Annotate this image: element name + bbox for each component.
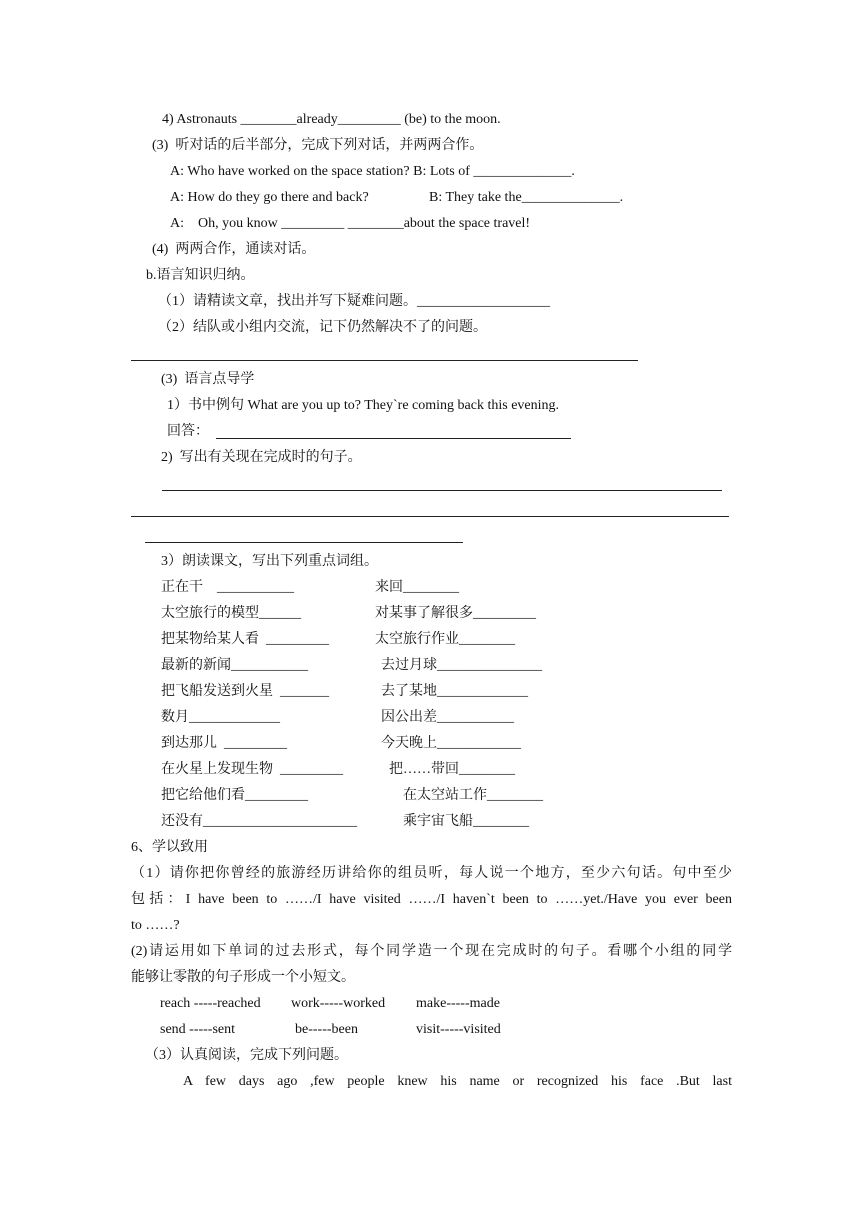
exercise-line: 4) Astronauts ________already_________ (be) to the moon.: [162, 112, 501, 127]
phrase-item: 对某事了解很多_________: [375, 606, 536, 621]
phrase-item: 到达那儿 _________: [161, 736, 287, 751]
phrase-item: 在火星上发现生物 _________: [161, 762, 343, 777]
word-pair: reach -----reached: [160, 996, 261, 1011]
exercise-line: （3）认真阅读，完成下列问题。: [145, 1048, 348, 1063]
exercise-line: (4) 两两合作，通读对话。: [152, 242, 316, 257]
phrase-item: 今天晚上____________: [381, 736, 521, 751]
exercise-line: 回答：: [167, 424, 209, 439]
phrase-item: 把飞船发送到火星 _______: [161, 684, 329, 699]
phrase-item: 数月_____________: [161, 710, 280, 725]
phrase-item: 正在干 ___________: [161, 580, 294, 595]
answer-line: [131, 516, 729, 517]
phrase-item: 在太空站工作________: [403, 788, 543, 803]
answer-line: [162, 490, 722, 491]
phrase-item: 最新的新闻___________: [161, 658, 308, 673]
answer-line: [131, 360, 638, 361]
phrase-item: 把某物给某人看 _________: [161, 632, 329, 647]
exercise-line: （2）结队或小组内交流，记下仍然解决不了的问题。: [158, 320, 487, 335]
word-pair: send -----sent: [160, 1022, 236, 1037]
paragraph-line: to ……?: [131, 918, 180, 933]
section-heading: 6、学以致用: [131, 840, 208, 855]
paragraph-line: （1）请你把你曾经的旅游经历讲给你的组员听，每人说一个地方，至少六句话。句中至少: [131, 866, 732, 881]
phrase-item: 还没有______________________: [161, 814, 357, 829]
exercise-line: 2) 写出有关现在完成时的句子。: [161, 450, 362, 465]
dialogue-line: A: Who have worked on the space station? B: Lots of ______________.: [170, 164, 575, 179]
phrase-item: 把它给他们看_________: [161, 788, 308, 803]
exercise-line: (3) 语言点导学: [161, 372, 255, 387]
exercise-line: （1）请精读文章，找出并写下疑难问题。___________________: [158, 294, 550, 309]
paragraph-line: 包括：I have been to ……/I have visited ……/I haven`t been to ……yet./Have you ever been: [131, 892, 732, 907]
word-pair: visit-----visited: [416, 1022, 501, 1037]
phrase-item: 把……带回________: [389, 762, 515, 777]
section-heading: b.语言知识归纳。: [146, 268, 255, 283]
phrase-item: 太空旅行作业________: [375, 632, 515, 647]
word-pair: be-----been: [295, 1022, 358, 1037]
paragraph-line: (2)请运用如下单词的过去形式，每个同学造一个现在完成时的句子。看哪个小组的同学: [131, 944, 732, 959]
exercise-line: 1）书中例句 What are you up to? They`re coming back this evening.: [167, 398, 560, 413]
phrase-item: 去了某地_____________: [381, 684, 528, 699]
word-pair: make-----made: [416, 996, 500, 1011]
dialogue-line: B: They take the______________.: [429, 190, 624, 205]
phrase-item: 去过月球_______________: [381, 658, 542, 673]
phrase-item: 乘宇宙飞船________: [403, 814, 529, 829]
phrase-item: 因公出差___________: [381, 710, 514, 725]
dialogue-line: A: Oh, you know _________ ________about the space travel!: [170, 216, 531, 231]
paragraph-line: 能够让零散的句子形成一个小短文。: [131, 970, 355, 985]
exercise-line: 3）朗读课文，写出下列重点词组。: [161, 554, 378, 569]
dialogue-line: A: How do they go there and back?: [170, 190, 369, 205]
phrase-item: 太空旅行的模型______: [161, 606, 301, 621]
answer-line: [216, 438, 571, 439]
phrase-item: 来回________: [375, 580, 459, 595]
reading-passage: A few days ago ,few people knew his name or recognized his face .But last: [183, 1074, 732, 1089]
answer-line: [145, 542, 463, 543]
exercise-line: (3) 听对话的后半部分，完成下列对话，并两两合作。: [152, 138, 484, 153]
word-pair: work-----worked: [291, 996, 386, 1011]
